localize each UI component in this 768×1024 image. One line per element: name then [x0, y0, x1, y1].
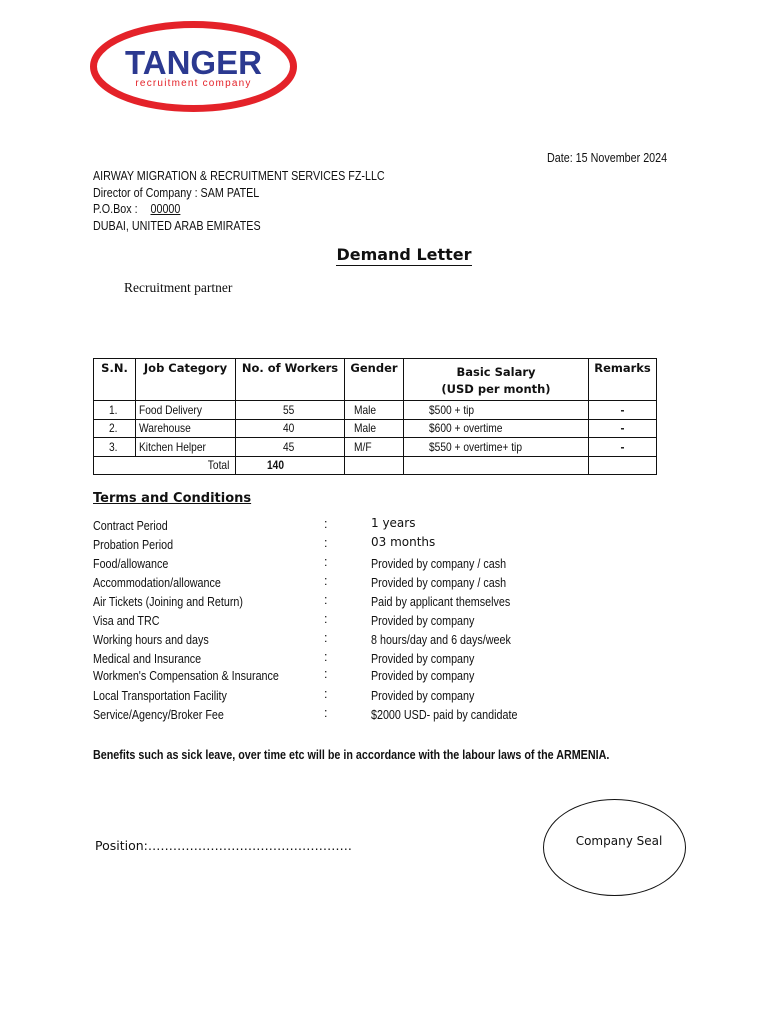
- header-salary-line1: Basic Salary: [456, 365, 536, 379]
- header-job-category: Job Category: [136, 359, 236, 401]
- term-value: 03 months: [371, 535, 436, 549]
- header-salary: [404, 359, 589, 401]
- term-value: Provided by company: [371, 652, 475, 666]
- table-total-row: [94, 456, 657, 475]
- row-sn: 2.: [109, 421, 118, 436]
- recipient-address: [93, 168, 385, 234]
- term-separator: :: [324, 536, 328, 550]
- header-gender: Gender: [345, 359, 404, 401]
- table-row: [94, 419, 657, 438]
- term-row: [93, 576, 653, 594]
- row-gender: M/F: [354, 439, 372, 454]
- header-salary-line2: (USD per month): [441, 382, 551, 396]
- company-name: AIRWAY MIGRATION & RECRUITMENT SERVICES FZ-LLC: [93, 169, 385, 183]
- logo-brand-text: TANGER: [125, 44, 262, 81]
- row-category: Kitchen Helper: [139, 439, 206, 454]
- term-label: Accommodation/allowance: [93, 576, 221, 590]
- total-workers: 140: [267, 458, 285, 473]
- company-seal-label: Company Seal: [575, 834, 663, 848]
- term-separator: :: [324, 517, 328, 531]
- header-remarks: Remarks: [589, 359, 657, 401]
- term-value: 1 years: [371, 516, 416, 530]
- term-label: Workmen's Compensation & Insurance: [93, 669, 279, 683]
- term-label: Air Tickets (Joining and Return): [93, 595, 243, 609]
- term-separator: :: [324, 555, 328, 569]
- header-workers: No. of Workers: [236, 359, 345, 401]
- director-line: Director of Company : SAM PATEL: [93, 185, 260, 200]
- term-label: Medical and Insurance: [93, 652, 202, 666]
- term-row: [93, 535, 653, 556]
- po-box-value: 00000: [150, 202, 181, 216]
- table-row: [94, 401, 657, 420]
- row-category: Food Delivery: [139, 402, 202, 417]
- row-category: Warehouse: [139, 421, 191, 436]
- term-value: Provided by company / cash: [371, 576, 507, 590]
- term-label: Working hours and days: [93, 633, 209, 647]
- term-label: Food/allowance: [93, 557, 169, 571]
- table-header-row: [94, 359, 657, 401]
- row-sn: 3.: [109, 439, 118, 454]
- term-value: Paid by applicant themselves: [371, 595, 511, 609]
- row-remarks: -: [620, 421, 625, 436]
- term-separator: :: [324, 612, 328, 626]
- term-row: [93, 595, 653, 613]
- row-workers: 45: [283, 439, 295, 454]
- position-signature-line: Position:………………………………………….: [95, 838, 352, 853]
- term-value: 8 hours/day and 6 days/week: [371, 633, 511, 647]
- term-separator: :: [324, 667, 328, 681]
- term-separator: :: [324, 687, 328, 701]
- term-label: Local Transportation Facility: [93, 689, 227, 703]
- term-separator: :: [324, 706, 328, 720]
- term-value: Provided by company / cash: [371, 557, 507, 571]
- term-value: Provided by company: [371, 614, 475, 628]
- term-separator: :: [324, 593, 328, 607]
- recruitment-partner-label: Recruitment partner: [124, 280, 233, 295]
- table-row: [94, 438, 657, 457]
- row-gender: Male: [354, 421, 377, 436]
- term-row: [93, 669, 653, 687]
- term-row: [93, 689, 653, 707]
- city-line: DUBAI, UNITED ARAB EMIRATES: [93, 218, 261, 233]
- row-salary: $500 + tip: [429, 402, 475, 417]
- row-gender: Male: [354, 402, 377, 417]
- row-workers: 55: [283, 402, 295, 417]
- total-label: Total: [207, 458, 229, 473]
- term-value: $2000 USD- paid by candidate: [371, 708, 518, 722]
- logo-tagline-text: recruitment company: [135, 78, 252, 89]
- letter-date: Date: 15 November 2024: [547, 151, 668, 165]
- row-workers: 40: [283, 421, 295, 436]
- tanger-logo: [90, 20, 297, 113]
- term-row: [93, 614, 653, 632]
- term-row: [93, 652, 653, 670]
- header-sn: S.N.: [94, 359, 136, 401]
- row-remarks: -: [620, 402, 625, 417]
- row-salary: $550 + overtime+ tip: [429, 439, 522, 454]
- po-box-label: P.O.Box :: [93, 202, 138, 216]
- benefits-note: Benefits such as sick leave, over time etc will be in accordance with the labour laws of the ARMENIA.: [93, 748, 610, 762]
- term-separator: :: [324, 650, 328, 664]
- term-label: Visa and TRC: [93, 614, 160, 628]
- job-demand-table: [93, 358, 657, 475]
- term-row: [93, 708, 653, 726]
- row-sn: 1.: [109, 402, 118, 417]
- row-salary: $600 + overtime: [429, 421, 503, 436]
- row-remarks: -: [620, 439, 625, 454]
- term-row: [93, 633, 653, 651]
- term-label: Probation Period: [93, 538, 174, 552]
- term-value: Provided by company: [371, 689, 475, 703]
- terms-heading: Terms and Conditions: [93, 491, 252, 506]
- term-separator: :: [324, 631, 328, 645]
- po-box-line: [93, 201, 385, 218]
- term-label: Contract Period: [93, 519, 168, 533]
- term-separator: :: [324, 574, 328, 588]
- document-title: Demand Letter: [336, 245, 472, 264]
- term-row: [93, 557, 653, 575]
- term-value: Provided by company: [371, 669, 475, 683]
- term-label: Service/Agency/Broker Fee: [93, 708, 224, 722]
